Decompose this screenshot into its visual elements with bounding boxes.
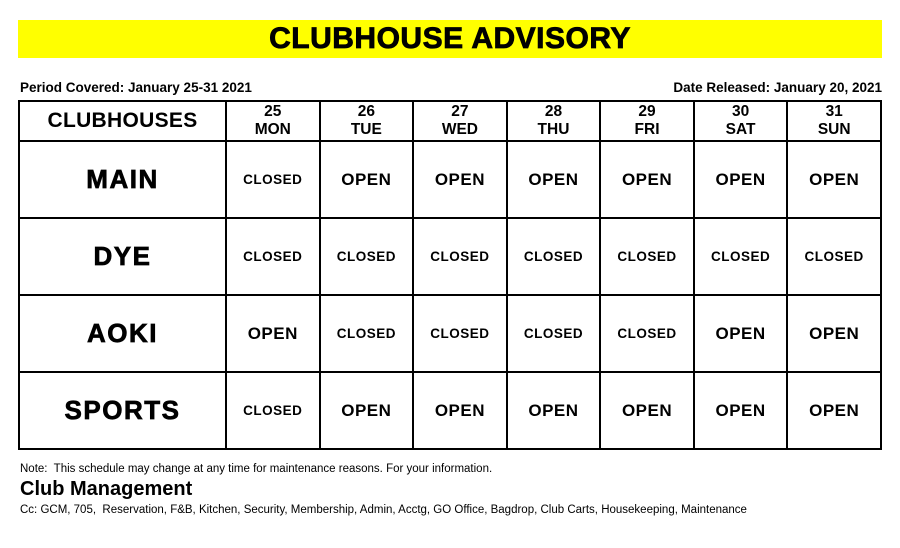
status-cell: OPEN	[787, 141, 881, 218]
status-cell: CLOSED	[600, 295, 694, 372]
status-cell: OPEN	[600, 141, 694, 218]
day-header-mon	[226, 101, 320, 141]
status-cell: CLOSED	[507, 295, 601, 372]
day-header-thu	[507, 101, 601, 141]
day-name: WED	[441, 121, 478, 138]
day-name: FRI	[634, 121, 660, 138]
day-name: THU	[537, 121, 570, 138]
status-cell: OPEN	[694, 295, 788, 372]
signature-text: Club Management	[20, 478, 193, 500]
status-cell: CLOSED	[787, 218, 881, 295]
status-cell: CLOSED	[226, 372, 320, 449]
status-cell: CLOSED	[320, 295, 414, 372]
day-date: 31	[825, 103, 843, 120]
day-header-fri	[600, 101, 694, 141]
day-date: 29	[638, 103, 656, 120]
day-date: 28	[544, 103, 563, 120]
schedule-table	[18, 100, 882, 450]
day-date: 26	[357, 103, 375, 120]
day-header-wed	[413, 101, 507, 141]
schedule-table-header	[19, 101, 881, 141]
table-row-dye	[19, 218, 881, 295]
day-date: 25	[264, 103, 282, 120]
status-cell: CLOSED	[507, 218, 601, 295]
clubhouse-name: AOKI	[19, 295, 226, 372]
clubhouse-name: SPORTS	[19, 372, 226, 449]
page-title: CLUBHOUSE ADVISORY	[269, 22, 631, 55]
clubhouse-name: MAIN	[19, 141, 226, 218]
period-covered-label: Period Covered: January 25-31 2021	[20, 80, 252, 95]
date-released-label: Date Released: January 20, 2021	[673, 80, 882, 95]
status-cell: OPEN	[787, 295, 881, 372]
status-cell: OPEN	[600, 372, 694, 449]
status-cell: CLOSED	[320, 218, 414, 295]
status-cell: OPEN	[507, 372, 601, 449]
day-name: SAT	[725, 121, 756, 138]
clubhouses-header: CLUBHOUSES	[19, 101, 226, 141]
footer	[20, 462, 882, 517]
header-row	[19, 101, 881, 141]
status-cell: CLOSED	[600, 218, 694, 295]
table-row-main	[19, 141, 881, 218]
status-cell: CLOSED	[694, 218, 788, 295]
clubhouse-name: DYE	[19, 218, 226, 295]
schedule-table-body	[19, 141, 881, 449]
status-cell: OPEN	[226, 295, 320, 372]
cc-line: Cc: GCM, 705, Reservation, F&B, Kitchen, Security, Membership, Admin, Acctg, GO Office, Bagdrop, Club Carts, Housekeeping, Maintenance	[20, 504, 747, 516]
status-cell: CLOSED	[413, 218, 507, 295]
status-cell: OPEN	[507, 141, 601, 218]
status-cell: CLOSED	[413, 295, 507, 372]
day-header-sun	[787, 101, 881, 141]
status-cell: OPEN	[320, 141, 414, 218]
note-text: Note: This schedule may change at any time for maintenance reasons. For your information.	[20, 463, 493, 475]
meta-row	[20, 80, 882, 95]
day-name: MON	[254, 121, 291, 138]
day-date: 27	[451, 103, 469, 120]
table-row-aoki	[19, 295, 881, 372]
day-name: SUN	[817, 121, 851, 138]
day-header-sat	[694, 101, 788, 141]
status-cell: OPEN	[413, 141, 507, 218]
advisory-banner	[18, 20, 882, 58]
status-cell: OPEN	[413, 372, 507, 449]
status-cell: OPEN	[694, 141, 788, 218]
status-cell: CLOSED	[226, 141, 320, 218]
day-name: TUE	[350, 121, 382, 138]
status-cell: OPEN	[787, 372, 881, 449]
status-cell: CLOSED	[226, 218, 320, 295]
status-cell: OPEN	[320, 372, 414, 449]
table-row-sports	[19, 372, 881, 449]
day-date: 30	[731, 103, 750, 120]
status-cell: OPEN	[694, 372, 788, 449]
day-header-tue	[320, 101, 414, 141]
